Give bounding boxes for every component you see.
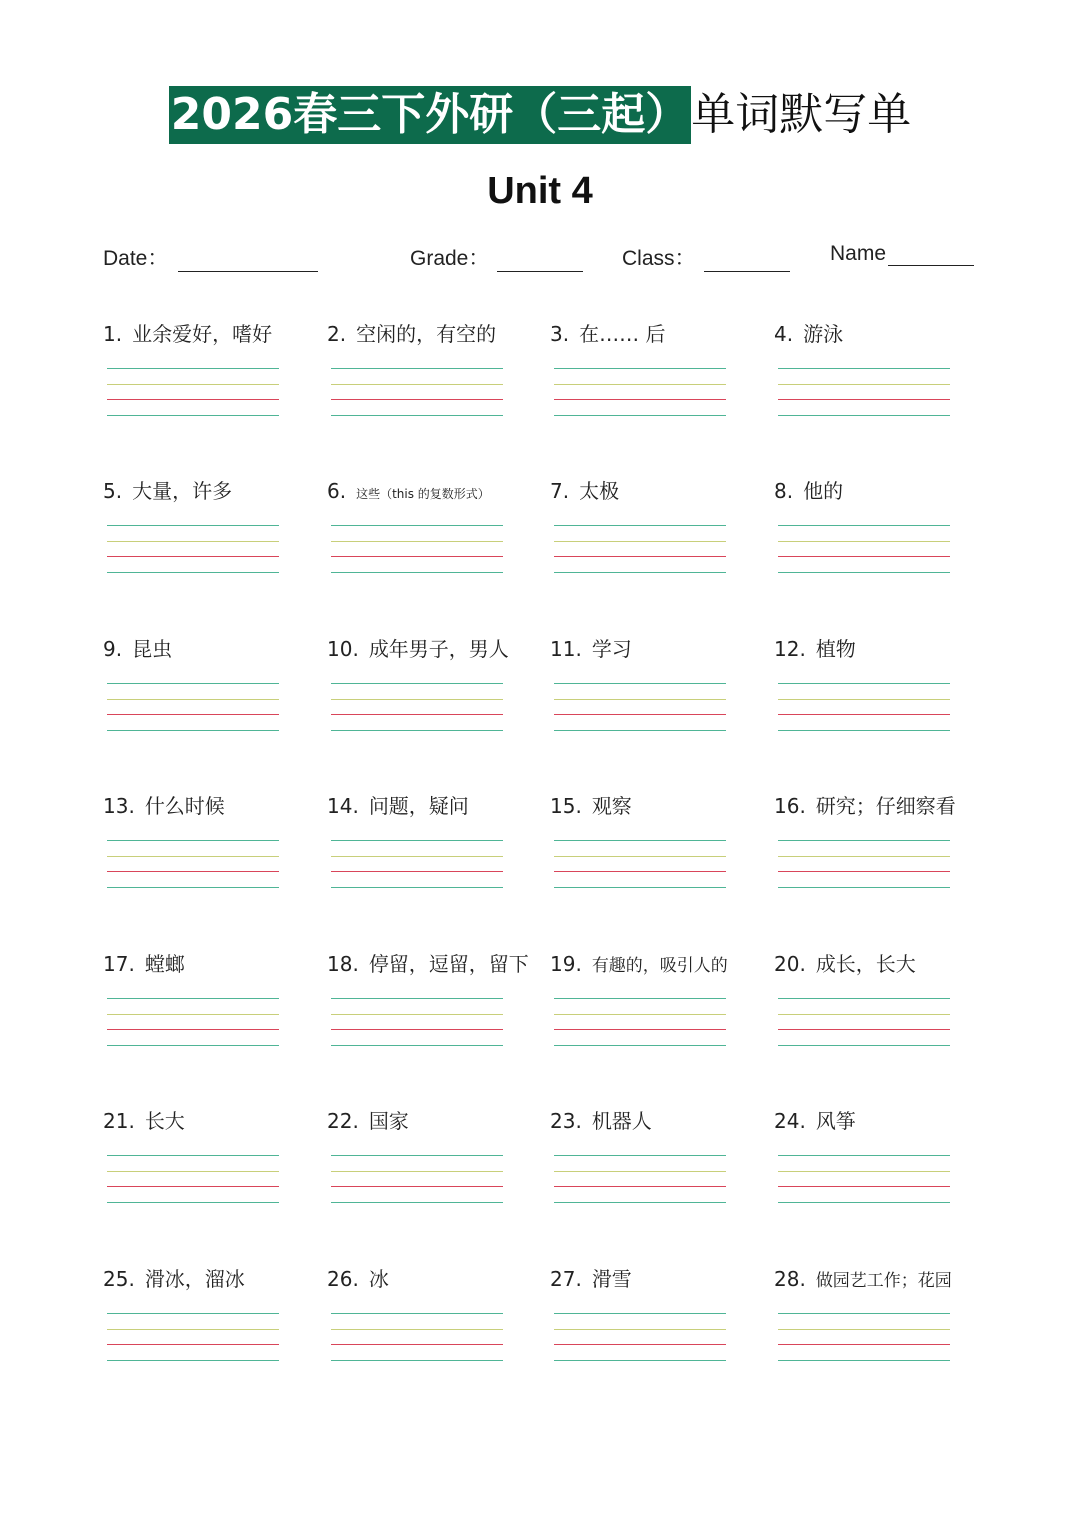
item-number: 21. [103,1109,135,1133]
vocab-prompt [327,477,490,508]
writing-line-2[interactable] [778,384,950,385]
writing-line-2[interactable] [107,856,279,857]
item-number: 1. [103,322,123,346]
vocab-prompt [327,635,509,663]
vocab-prompt [327,950,529,978]
writing-line-4[interactable] [107,887,279,888]
writing-line-2[interactable] [331,856,503,857]
writing-line-3[interactable] [554,1344,726,1345]
writing-line-1[interactable] [778,1155,950,1156]
vocab-item [103,1265,318,1415]
writing-line-3[interactable] [107,556,279,557]
writing-line-2[interactable] [778,541,950,542]
writing-line-4[interactable] [778,1045,950,1046]
item-meaning: 什么时候 [144,794,225,818]
vocab-item [550,635,765,785]
writing-line-1[interactable] [331,525,503,526]
writing-line-3[interactable] [331,1186,503,1187]
vocab-item [103,320,318,470]
writing-line-4[interactable] [331,415,503,416]
item-number: 28. [774,1267,806,1291]
item-meaning: 这些（this 的复数形式） [356,487,490,501]
writing-line-3[interactable] [554,871,726,872]
vocab-item [550,1107,765,1257]
worksheet-title [0,86,1080,144]
writing-line-4[interactable] [554,1202,726,1203]
vocab-prompt [103,320,272,348]
vocab-prompt [327,1107,409,1135]
writing-line-1[interactable] [107,368,279,369]
vocab-item [774,1107,989,1257]
writing-line-2[interactable] [554,856,726,857]
writing-line-4[interactable] [107,415,279,416]
writing-line-2[interactable] [778,856,950,857]
writing-line-1[interactable] [107,1313,279,1314]
name-field[interactable] [830,242,974,266]
writing-line-3[interactable] [554,1029,726,1030]
item-number: 15. [550,794,582,818]
writing-line-2[interactable] [778,699,950,700]
vocab-prompt [550,477,619,505]
item-meaning: 游泳 [803,322,844,346]
writing-line-1[interactable] [554,525,726,526]
writing-line-3[interactable] [778,1186,950,1187]
writing-line-1[interactable] [554,683,726,684]
writing-line-1[interactable] [331,1155,503,1156]
writing-line-1[interactable] [554,998,726,999]
writing-line-3[interactable] [554,556,726,557]
item-number: 3. [550,322,570,346]
writing-line-4[interactable] [331,887,503,888]
vocab-prompt [774,635,856,663]
vocab-item [103,635,318,785]
writing-line-2[interactable] [331,1014,503,1015]
writing-line-3[interactable] [107,1186,279,1187]
writing-line-1[interactable] [778,998,950,999]
date-field[interactable] [103,242,318,272]
writing-line-3[interactable] [778,1344,950,1345]
writing-line-4[interactable] [778,1360,950,1361]
item-meaning: 植物 [815,637,856,661]
vocab-prompt [550,320,665,348]
item-number: 23. [550,1109,582,1133]
writing-line-4[interactable] [554,730,726,731]
item-number: 13. [103,794,135,818]
writing-line-1[interactable] [554,368,726,369]
vocab-prompt [103,635,172,663]
vocab-item [774,792,989,942]
writing-line-2[interactable] [778,1014,950,1015]
writing-line-4[interactable] [778,887,950,888]
vocab-item [550,950,765,1100]
vocab-prompt [774,792,956,820]
writing-line-4[interactable] [554,415,726,416]
writing-line-2[interactable] [107,1171,279,1172]
vocab-item [327,1107,542,1257]
item-meaning: 问题，疑问 [368,794,469,818]
writing-line-3[interactable] [331,1344,503,1345]
item-number: 11. [550,637,582,661]
vocab-item [327,477,542,627]
writing-line-3[interactable] [331,556,503,557]
vocab-item [327,950,542,1100]
vocab-item [774,1265,989,1415]
writing-line-4[interactable] [331,1360,503,1361]
writing-line-4[interactable] [107,730,279,731]
date-blank[interactable] [178,249,318,272]
item-meaning: 滑雪 [591,1267,632,1291]
vocab-prompt [103,950,185,978]
vocab-item [774,950,989,1100]
writing-line-4[interactable] [778,415,950,416]
grade-field[interactable] [410,242,583,272]
vocab-prompt [774,950,916,978]
writing-line-4[interactable] [554,887,726,888]
vocab-prompt [103,1107,185,1135]
vocab-item [550,320,765,470]
writing-line-3[interactable] [778,556,950,557]
vocab-item [327,1265,542,1415]
item-number: 27. [550,1267,582,1291]
vocab-item [774,477,989,627]
item-meaning: 成年男子，男人 [368,637,509,661]
vocab-prompt [774,477,843,505]
class-field[interactable] [622,242,790,272]
class-label: Class： [622,247,696,270]
item-meaning: 太极 [579,479,620,503]
item-meaning: 空闲的，有空的 [356,322,497,346]
writing-line-2[interactable] [107,541,279,542]
writing-line-4[interactable] [107,1045,279,1046]
vocab-item [774,635,989,785]
vocab-prompt [327,1265,389,1293]
item-number: 8. [774,479,794,503]
item-number: 24. [774,1109,806,1133]
item-number: 14. [327,794,359,818]
writing-line-1[interactable] [331,840,503,841]
writing-line-2[interactable] [778,1329,950,1330]
writing-line-1[interactable] [778,1313,950,1314]
writing-line-3[interactable] [554,1186,726,1187]
writing-line-2[interactable] [554,1329,726,1330]
writing-line-1[interactable] [778,525,950,526]
item-meaning: 研究；仔细察看 [815,794,956,818]
item-number: 2. [327,322,347,346]
item-meaning: 滑冰，溜冰 [144,1267,245,1291]
writing-line-2[interactable] [331,541,503,542]
item-meaning: 在…… 后 [579,322,666,346]
writing-line-4[interactable] [554,1045,726,1046]
item-meaning: 大量，许多 [132,479,233,503]
writing-line-2[interactable] [331,1171,503,1172]
writing-line-3[interactable] [554,399,726,400]
item-number: 5. [103,479,123,503]
item-meaning: 冰 [368,1267,389,1291]
vocab-item [103,1107,318,1257]
writing-line-3[interactable] [331,399,503,400]
writing-line-4[interactable] [107,572,279,573]
item-meaning: 观察 [591,794,632,818]
vocab-item [774,320,989,470]
writing-line-2[interactable] [107,699,279,700]
item-number: 4. [774,322,794,346]
writing-line-2[interactable] [331,699,503,700]
vocab-item [103,477,318,627]
writing-line-1[interactable] [554,1155,726,1156]
vocab-prompt [103,1265,245,1293]
vocab-item [550,477,765,627]
writing-line-2[interactable] [331,384,503,385]
grade-blank[interactable] [497,249,583,272]
vocab-prompt [550,635,632,663]
item-meaning: 业余爱好，嗜好 [132,322,273,346]
item-number: 20. [774,952,806,976]
item-meaning: 学习 [591,637,632,661]
vocab-item [327,635,542,785]
vocab-prompt [327,792,469,820]
writing-line-3[interactable] [107,1344,279,1345]
writing-line-3[interactable] [778,871,950,872]
writing-line-1[interactable] [107,683,279,684]
writing-line-3[interactable] [778,1029,950,1030]
item-number: 6. [327,479,347,503]
name-label: Name [830,242,887,265]
vocab-prompt [550,1107,652,1135]
writing-line-4[interactable] [778,1202,950,1203]
item-number: 18. [327,952,359,976]
item-meaning: 停留，逗留，留下 [368,952,529,976]
writing-line-1[interactable] [331,1313,503,1314]
unit-heading: Unit 4 [487,170,593,212]
writing-line-3[interactable] [331,1029,503,1030]
item-meaning: 有趣的，吸引人的 [591,956,728,976]
writing-line-4[interactable] [331,572,503,573]
writing-line-4[interactable] [107,1360,279,1361]
writing-line-2[interactable] [554,1171,726,1172]
vocab-prompt [774,320,843,348]
writing-line-4[interactable] [331,1045,503,1046]
writing-line-1[interactable] [554,840,726,841]
vocab-prompt [550,792,632,820]
title-highlight: 2026春三下外研（三起） [169,86,691,144]
writing-line-1[interactable] [778,368,950,369]
item-number: 26. [327,1267,359,1291]
writing-line-1[interactable] [107,1155,279,1156]
writing-line-4[interactable] [331,1202,503,1203]
grade-label: Grade： [410,247,490,270]
vocab-prompt [774,1265,952,1295]
writing-line-2[interactable] [554,699,726,700]
item-number: 9. [103,637,123,661]
writing-line-3[interactable] [554,714,726,715]
writing-line-3[interactable] [331,871,503,872]
item-meaning: 昆虫 [132,637,173,661]
item-number: 16. [774,794,806,818]
title-rest: 单词默写单 [691,89,912,140]
item-meaning: 他的 [803,479,844,503]
item-number: 25. [103,1267,135,1291]
writing-line-1[interactable] [331,368,503,369]
vocab-item [550,1265,765,1415]
item-meaning: 做园艺工作；花园 [815,1271,952,1291]
writing-line-4[interactable] [778,572,950,573]
writing-line-2[interactable] [107,1329,279,1330]
item-number: 7. [550,479,570,503]
writing-line-1[interactable] [331,998,503,999]
writing-line-3[interactable] [107,1029,279,1030]
item-number: 17. [103,952,135,976]
writing-line-1[interactable] [778,840,950,841]
writing-line-4[interactable] [554,572,726,573]
vocab-item [103,950,318,1100]
item-meaning: 螳螂 [144,952,185,976]
vocab-item [327,792,542,942]
writing-line-1[interactable] [107,840,279,841]
writing-line-4[interactable] [778,730,950,731]
item-meaning: 长大 [144,1109,185,1133]
vocab-prompt [103,792,225,820]
vocab-item [103,792,318,942]
vocab-item [550,792,765,942]
writing-line-2[interactable] [107,384,279,385]
writing-line-2[interactable] [554,541,726,542]
writing-line-1[interactable] [107,525,279,526]
writing-line-2[interactable] [554,384,726,385]
writing-line-3[interactable] [107,871,279,872]
writing-line-4[interactable] [107,1202,279,1203]
vocab-item [327,320,542,470]
class-blank[interactable] [704,249,790,272]
writing-line-2[interactable] [331,1329,503,1330]
writing-line-3[interactable] [778,399,950,400]
writing-line-1[interactable] [107,998,279,999]
vocab-prompt [774,1107,856,1135]
item-meaning: 国家 [368,1109,409,1133]
vocab-prompt [327,320,496,348]
item-number: 10. [327,637,359,661]
item-meaning: 机器人 [591,1109,652,1133]
writing-line-1[interactable] [554,1313,726,1314]
item-meaning: 成长，长大 [815,952,916,976]
writing-line-2[interactable] [554,1014,726,1015]
writing-line-2[interactable] [778,1171,950,1172]
writing-line-1[interactable] [331,683,503,684]
item-number: 12. [774,637,806,661]
writing-line-2[interactable] [107,1014,279,1015]
vocab-prompt [550,950,728,980]
name-blank[interactable] [888,243,974,266]
item-meaning: 风筝 [815,1109,856,1133]
item-number: 19. [550,952,582,976]
writing-line-1[interactable] [778,683,950,684]
vocab-prompt [103,477,232,505]
writing-line-3[interactable] [331,714,503,715]
date-label: Date： [103,247,169,270]
writing-line-3[interactable] [107,714,279,715]
writing-line-4[interactable] [554,1360,726,1361]
vocab-prompt [550,1265,632,1293]
item-number: 22. [327,1109,359,1133]
writing-line-4[interactable] [331,730,503,731]
writing-line-3[interactable] [107,399,279,400]
writing-line-3[interactable] [778,714,950,715]
